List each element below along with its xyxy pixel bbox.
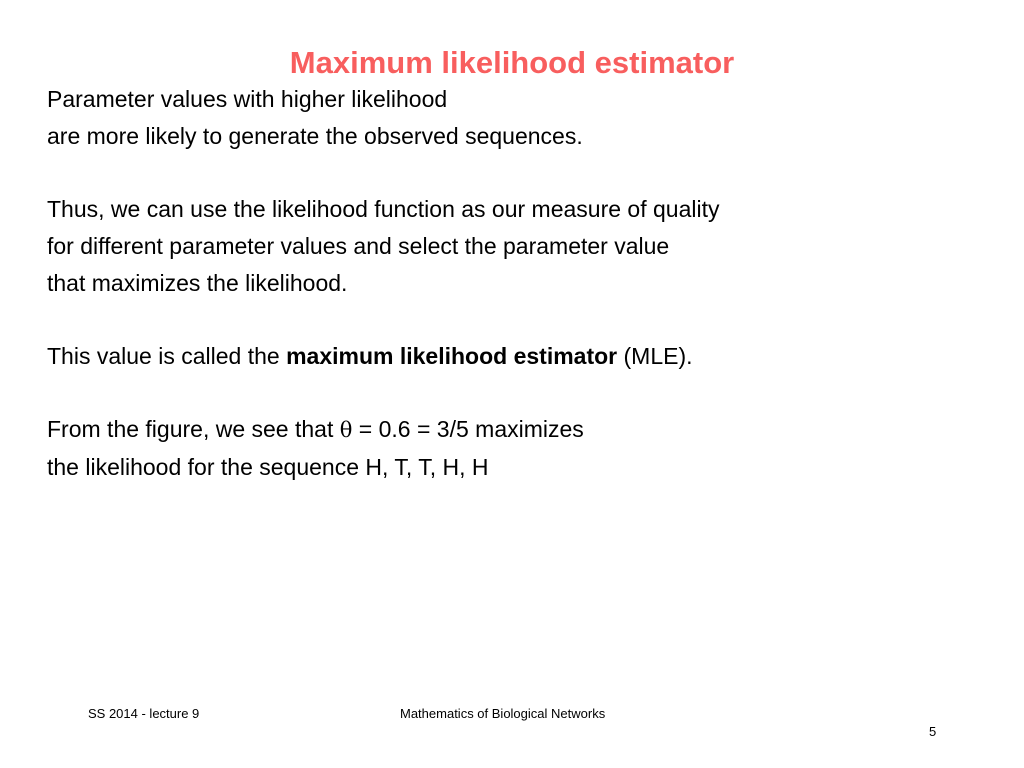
paragraph-likelihood-intro [47,81,977,154]
text-line: that maximizes the likelihood. [47,269,348,296]
mle-prefix-text: This value is called the [47,342,287,369]
footer-course-title: Mathematics of Biological Networks [400,706,606,721]
paragraph-mle-definition [47,338,977,375]
page-number: 5 [929,724,937,739]
figure-prefix-text: From the figure, we see that [47,416,340,443]
sequence-line: the likelihood for the sequence H, T, T, H, H [47,453,489,480]
paragraph-likelihood-quality [47,191,977,301]
theta-symbol: θ [339,418,353,443]
text-line: for different parameter values and select the parameter value [47,232,670,259]
mle-definition-line [47,338,977,375]
text-line: Thus, we can use the likelihood function as our measure of quality [47,196,720,223]
slide-body [47,81,977,486]
slide-title: Maximum likelihood estimator [289,44,735,80]
footer-lecture-info: SS 2014 - lecture 9 [88,706,200,721]
mle-suffix-text: (MLE). [617,342,693,369]
figure-suffix-text: = 0.6 = 3/5 maximizes [352,416,584,443]
paragraph-figure-conclusion [47,411,977,485]
mle-term: maximum likelihood estimator [286,342,618,369]
text-line: are more likely to generate the observed sequences. [47,122,583,149]
figure-conclusion-line [47,411,977,449]
text-line: Parameter values with higher likelihood [47,86,448,112]
